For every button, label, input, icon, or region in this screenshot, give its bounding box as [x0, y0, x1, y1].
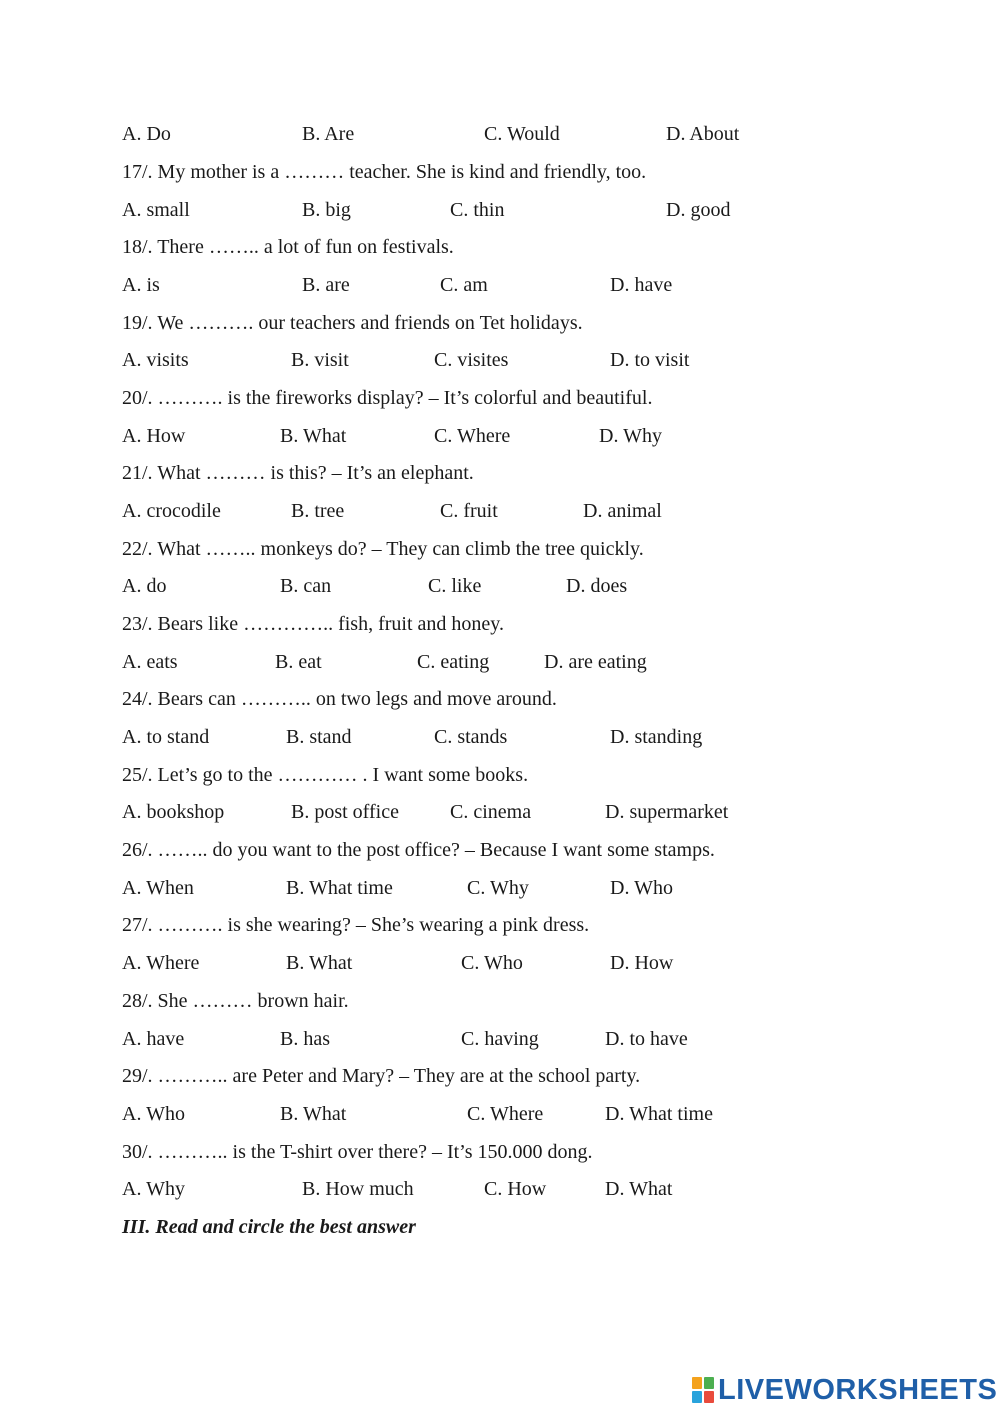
q20-option-d[interactable]: D. Why: [599, 425, 662, 447]
q21-option-a[interactable]: A. crocodile: [122, 500, 221, 522]
q18-option-b[interactable]: B. are: [302, 274, 350, 296]
q20-option-a[interactable]: A. How: [122, 425, 186, 447]
question-19: 19/. We ………. our teachers and friends on Tet holidays.: [122, 312, 583, 334]
q26-option-d[interactable]: D. Who: [610, 877, 673, 899]
q28-option-c[interactable]: C. having: [461, 1028, 539, 1050]
q21-option-c[interactable]: C. fruit: [440, 500, 498, 522]
q17-option-d[interactable]: D. good: [666, 199, 731, 221]
q29-option-a[interactable]: A. Who: [122, 1103, 185, 1125]
q27-option-b[interactable]: B. What: [286, 952, 353, 974]
liveworksheets-logo-icon: [692, 1377, 714, 1403]
q27-option-d[interactable]: D. How: [610, 952, 674, 974]
q28-option-d[interactable]: D. to have: [605, 1028, 688, 1050]
q30-option-b[interactable]: B. How much: [302, 1178, 414, 1200]
question-26: 26/. …….. do you want to the post office? – Because I want some stamps.: [122, 839, 715, 861]
question-23: 23/. Bears like ………….. fish, fruit and honey.: [122, 613, 504, 635]
q16-option-d[interactable]: D. About: [666, 123, 740, 145]
q20-option-b[interactable]: B. What: [280, 425, 347, 447]
q19-option-a[interactable]: A. visits: [122, 349, 189, 371]
q21-option-d[interactable]: D. animal: [583, 500, 662, 522]
q22-option-b[interactable]: B. can: [280, 575, 332, 597]
q17-option-b[interactable]: B. big: [302, 199, 351, 221]
q27-option-c[interactable]: C. Who: [461, 952, 523, 974]
question-25: 25/. Let’s go to the ………… . I want some books.: [122, 764, 529, 786]
q29-option-b[interactable]: B. What: [280, 1103, 347, 1125]
q30-option-a[interactable]: A. Why: [122, 1178, 185, 1200]
liveworksheets-logo: [692, 1372, 997, 1408]
q22-option-a[interactable]: A. do: [122, 575, 167, 597]
question-22: 22/. What …….. monkeys do? – They can climb the tree quickly.: [122, 538, 644, 560]
q25-option-b[interactable]: B. post office: [291, 801, 399, 823]
q23-option-d[interactable]: D. are eating: [544, 651, 647, 673]
q24-option-c[interactable]: C. stands: [434, 726, 508, 748]
section-heading: III. Read and circle the best answer: [122, 1216, 416, 1238]
question-30: 30/. ……….. is the T-shirt over there? – It’s 150.000 dong.: [122, 1141, 593, 1163]
q25-option-a[interactable]: A. bookshop: [122, 801, 225, 823]
q16-option-b[interactable]: B. Are: [302, 123, 355, 145]
q16-option-a[interactable]: A. Do: [122, 123, 171, 145]
q30-option-c[interactable]: C. How: [484, 1178, 547, 1200]
q24-option-b[interactable]: B. stand: [286, 726, 352, 748]
q19-option-b[interactable]: B. visit: [291, 349, 349, 371]
question-24: 24/. Bears can ……….. on two legs and move around.: [122, 688, 557, 710]
q23-option-c[interactable]: C. eating: [417, 651, 490, 673]
q18-option-d[interactable]: D. have: [610, 274, 673, 296]
q24-option-a[interactable]: A. to stand: [122, 726, 210, 748]
q19-option-c[interactable]: C. visites: [434, 349, 509, 371]
q26-option-a[interactable]: A. When: [122, 877, 194, 899]
question-18: 18/. There …….. a lot of fun on festivals.: [122, 236, 454, 258]
question-27: 27/. ………. is she wearing? – She’s wearing a pink dress.: [122, 914, 590, 936]
q30-option-d[interactable]: D. What: [605, 1178, 673, 1200]
q22-option-c[interactable]: C. like: [428, 575, 482, 597]
q23-option-a[interactable]: A. eats: [122, 651, 178, 673]
q22-option-d[interactable]: D. does: [566, 575, 628, 597]
q21-option-b[interactable]: B. tree: [291, 500, 345, 522]
q28-option-a[interactable]: A. have: [122, 1028, 185, 1050]
q29-option-c[interactable]: C. Where: [467, 1103, 544, 1125]
q26-option-b[interactable]: B. What time: [286, 877, 393, 899]
q20-option-c[interactable]: C. Where: [434, 425, 511, 447]
q17-option-c[interactable]: C. thin: [450, 199, 505, 221]
q25-option-d[interactable]: D. supermarket: [605, 801, 729, 823]
question-21: 21/. What ……… is this? – It’s an elephant.: [122, 462, 474, 484]
q24-option-d[interactable]: D. standing: [610, 726, 703, 748]
q25-option-c[interactable]: C. cinema: [450, 801, 532, 823]
q29-option-d[interactable]: D. What time: [605, 1103, 713, 1125]
question-29: 29/. ……….. are Peter and Mary? – They are at the school party.: [122, 1065, 641, 1087]
q28-option-b[interactable]: B. has: [280, 1028, 330, 1050]
logo-text: LIVEWORKSHEETS: [718, 1373, 998, 1406]
q19-option-d[interactable]: D. to visit: [610, 349, 690, 371]
question-20: 20/. ………. is the fireworks display? – It’s colorful and beautiful.: [122, 387, 653, 409]
q17-option-a[interactable]: A. small: [122, 199, 190, 221]
q18-option-a[interactable]: A. is: [122, 274, 160, 296]
question-28: 28/. She ……… brown hair.: [122, 990, 349, 1012]
q16-option-c[interactable]: C. Would: [484, 123, 560, 145]
question-17: 17/. My mother is a ……… teacher. She is kind and friendly, too.: [122, 161, 647, 183]
q27-option-a[interactable]: A. Where: [122, 952, 200, 974]
q26-option-c[interactable]: C. Why: [467, 877, 529, 899]
q18-option-c[interactable]: C. am: [440, 274, 488, 296]
q23-option-b[interactable]: B. eat: [275, 651, 322, 673]
